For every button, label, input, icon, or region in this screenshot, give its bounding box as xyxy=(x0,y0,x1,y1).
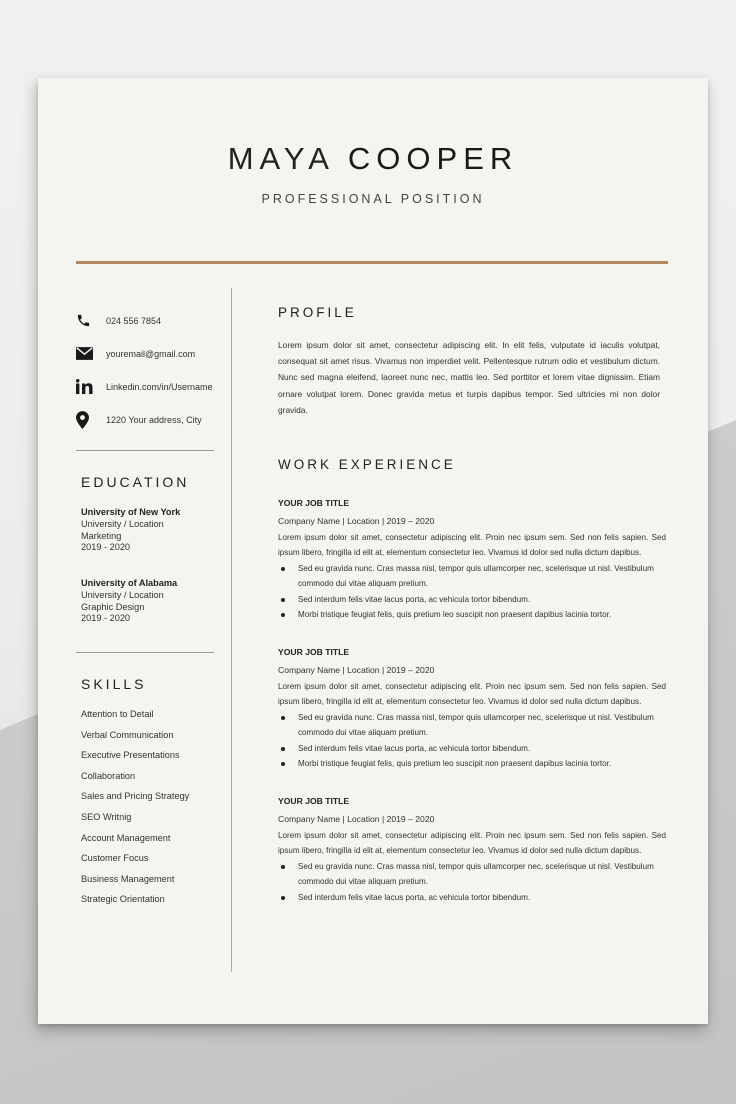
job-company: Company Name | Location | 2019 – 2020 xyxy=(278,665,435,675)
job-company: Company Name | Location | 2019 – 2020 xyxy=(278,814,435,824)
university-name: University of New York xyxy=(81,507,181,517)
job-bullet: Sed eu gravida nunc. Cras massa nisl, tempor quis ullamcorper nec, scelerisque ut nisl. Vestibulum commodo dui vitae aliquam pretium. xyxy=(298,710,666,741)
education-entry xyxy=(81,507,180,554)
study-field: Graphic Design xyxy=(81,601,145,612)
envelope-icon xyxy=(76,347,102,360)
study-field: Marketing xyxy=(81,530,122,541)
contact-phone xyxy=(76,304,216,337)
education-divider xyxy=(76,652,214,653)
contact-divider xyxy=(76,450,214,451)
job-bullet: Morbi tristique feugiat felis, quis pretium leo suscipit non praesent dapibus lacinia tortor. xyxy=(298,756,666,772)
job-title: YOUR JOB TITLE xyxy=(278,498,350,508)
profile-heading: PROFILE xyxy=(278,305,357,320)
column-divider xyxy=(231,288,232,972)
job-bullet: Morbi tristique feugiat felis, quis pretium leo suscipit non praesent dapibus lacinia tortor. xyxy=(298,607,666,623)
education-heading: EDUCATION xyxy=(81,474,190,490)
job-bullet: Sed interdum felis vitae lacus porta, ac vehicula tortor bibendum. xyxy=(298,741,666,757)
skill-item: SEO Writnig xyxy=(81,811,132,822)
phone-number: 024 556 7854 xyxy=(106,315,162,326)
header-divider xyxy=(76,261,668,264)
job-bullet: Sed interdum felis vitae lacus porta, ac vehicula tortor bibendum. xyxy=(298,890,666,906)
job-entry xyxy=(278,796,666,905)
study-years: 2019 - 2020 xyxy=(81,613,131,624)
job-description: Lorem ipsum dolor sit amet, consectetur adipiscing elit. Proin nec ipsum sem. Sed non felis sapien. Sed ipsum libero, fringilla id elit at, elementum consectetur leo. Vivamus id dolor sed nulla dictum dapibus. xyxy=(278,681,666,706)
profile-summary: Lorem ipsum dolor sit amet, consectetur adipiscing elit. In elit felis, vulputate id iaculis volutpat, consequat sit amet risus. Vivamus non imperdiet velit. Pellentesque rutrum odio et vestibulum dictum. Nunc sed magna eleifend, laoreet nunc nec, mattis leo. Sed porttitor et lorem vitae dignissim. Etiam ornare volutpat lorem. Donec gravida metus et turpis dapibus tempor. Sed ultricies mi non dolor gravida. xyxy=(278,340,660,415)
job-bullet: Sed eu gravida nunc. Cras massa nisl, tempor quis ullamcorper nec, scelerisque ut nisl. Vestibulum commodo dui vitae aliquam pretium. xyxy=(298,859,666,890)
skill-item: Strategic Orientation xyxy=(81,894,165,905)
skill-item: Customer Focus xyxy=(81,853,149,864)
first-name: MAYA xyxy=(227,141,334,176)
skill-item: Attention to Detail xyxy=(81,709,154,719)
linkedin-icon xyxy=(76,379,102,394)
education-entry xyxy=(81,578,177,625)
job-entry xyxy=(278,498,666,623)
skill-item: Sales and Pricing Strategy xyxy=(81,791,190,802)
job-bullet: Sed interdum felis vitae lacus porta, ac vehicula tortor bibendum. xyxy=(298,592,666,608)
linkedin-url: Linkedin.com/in/Username xyxy=(106,381,213,392)
skills-heading: SKILLS xyxy=(81,676,147,692)
professional-position: PROFESSIONAL POSITION xyxy=(261,192,485,206)
contact-email xyxy=(76,337,216,370)
skill-item: Collaboration xyxy=(81,770,136,781)
job-company: Company Name | Location | 2019 – 2020 xyxy=(278,516,435,526)
job-bullet: Sed eu gravida nunc. Cras massa nisl, tempor quis ullamcorper nec, scelerisque ut nisl. Vestibulum commodo dui vitae aliquam pretium. xyxy=(298,561,666,592)
skill-item: Verbal Communication xyxy=(81,729,174,740)
study-years: 2019 - 2020 xyxy=(81,542,131,553)
job-title: YOUR JOB TITLE xyxy=(278,647,350,657)
map-pin-icon xyxy=(76,411,102,429)
job-bullets xyxy=(278,561,666,623)
address: 1220 Your address, City xyxy=(106,414,202,425)
job-entry xyxy=(278,647,666,772)
university-location: University / Location xyxy=(81,589,164,600)
contact-section xyxy=(76,304,216,436)
job-description: Lorem ipsum dolor sit amet, consectetur adipiscing elit. Proin nec ipsum sem. Sed non felis sapien. Sed ipsum libero, fringilla id elit at, elementum consectetur leo. Vivamus id dolor sed nulla dictum dapibus. xyxy=(278,830,666,855)
job-description: Lorem ipsum dolor sit amet, consectetur adipiscing elit. Proin nec ipsum sem. Sed non felis sapien. Sed ipsum libero, fringilla id elit at, elementum consectetur leo. Vivamus id dolor sed nulla dictum dapibus. xyxy=(278,532,666,557)
contact-address xyxy=(76,403,216,436)
contact-linkedin xyxy=(76,370,216,403)
email-address: youremail@gmail.com xyxy=(106,348,196,359)
job-bullets xyxy=(278,859,666,906)
university-location: University / Location xyxy=(81,518,164,529)
resume-page xyxy=(38,78,708,1024)
candidate-name xyxy=(38,141,708,177)
skill-item: Account Management xyxy=(81,832,171,843)
skill-item: Business Management xyxy=(81,873,175,884)
job-bullets xyxy=(278,710,666,772)
phone-icon xyxy=(76,313,102,328)
job-title: YOUR JOB TITLE xyxy=(278,796,350,806)
skills-list xyxy=(81,709,189,915)
work-experience-heading: WORK EXPERIENCE xyxy=(278,457,456,472)
university-name: University of Alabama xyxy=(81,578,178,588)
skill-item: Executive Presentations xyxy=(81,750,180,761)
last-name: COOPER xyxy=(347,141,519,176)
